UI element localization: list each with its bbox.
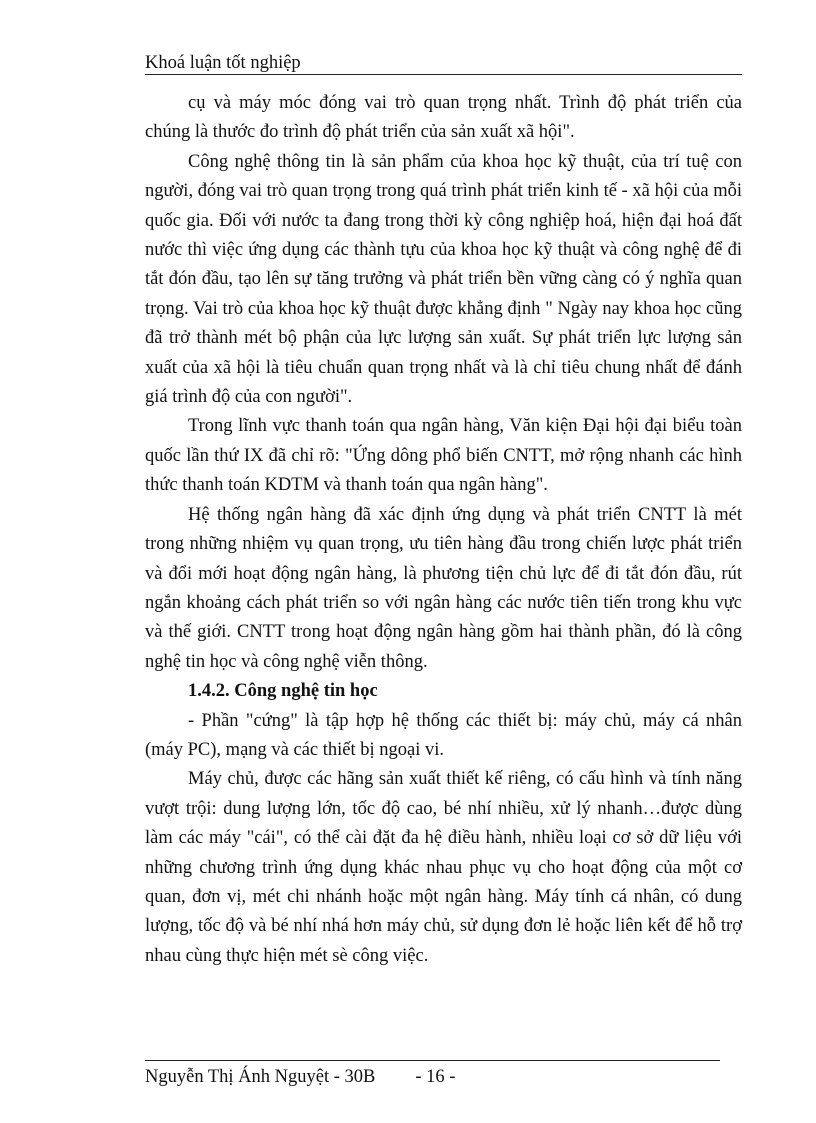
footer-divider (145, 1060, 720, 1061)
paragraph-6: Máy chủ, được các hãng sản xuất thiết kế riêng, có cấu hình và tính năng vượt trội: dung lượng lớn, tốc độ cao, bé nhí nhiều, xử lý nhanh…được dùng làm các máy "cái", có thể cài đặt đa hệ điều hành, nhiều loại cơ sở dữ liệu với những chương trình ứng dụng khác nhau phục vụ cho hoạt động của một cơ quan, đơn vị, mét chi nhánh hoặc một ngân hàng. Máy tính cá nhân, có dung lượng, tốc độ và bé nhí nhá hơn máy chủ, sử dụng đơn lẻ hoặc liên kết để hỗ trợ nhau cùng thực hiện mét sè công việc. (145, 769, 742, 966)
document-body (145, 89, 742, 971)
paragraph-1: cụ và máy móc đóng vai trò quan trọng nhất. Trình độ phát triển của chúng là thước đo trình độ phát triển của sản xuất xã hội". (145, 93, 742, 143)
paragraph-5: - Phần "cứng" là tập hợp hệ thống các thiết bị: máy chủ, máy cá nhân (máy PC), mạng và các thiết bị ngoại vi. (145, 710, 742, 760)
footer-author: Nguyễn Thị Ánh Nguyệt - 30B (145, 1067, 376, 1087)
paragraph-2: Công nghệ thông tin là sản phẩm của khoa học kỹ thuật, của trí tuệ con người, đóng vai trò quan trọng trong quá trình phát triển kinh tế - xã hội của mỗi quốc gia. Đối với nước ta đang trong thời kỳ công nghiệp hoá, hiện đại hoá đất nước thì việc ứng dụng các thành tựu của khoa học kỹ thuật và công nghệ để đi tắt đón đầu, tạo lên sự tăng trưởng và phát triển bền vững càng có ý nghĩa quan trọng. Vai trò của khoa học kỹ thuật được khẳng định " Ngày nay khoa học cũng đã trở thành mét bộ phận của lực lượng sản xuất. Sự phát triển lực lượng sản xuất của xã hội là tiêu chuẩn quan trọng nhất và là chỉ tiêu chung nhất để đánh giá trình độ của con người". (145, 151, 742, 408)
page-footer (145, 1066, 455, 1088)
page-header (145, 52, 742, 75)
paragraph-3: Trong lĩnh vực thanh toán qua ngân hàng, Văn kiện Đại hội đại biểu toàn quốc lần thứ IX đã chỉ rõ: "Ứng dông phổ biến CNTT, mở rộng nhanh các hình thức thanh toán KDTM và thanh toán qua ngân hàng". (145, 416, 742, 496)
header-title: Khoá luận tốt nghiệp (145, 53, 301, 73)
page-number: - 16 - (415, 1067, 456, 1087)
section-heading: 1.4.2. Công nghệ tin học (188, 681, 378, 702)
paragraph-4: Hệ thống ngân hàng đã xác định ứng dụng và phát triển CNTT là mét trong những nhiệm vụ quan trọng, ưu tiên hàng đầu trong chiến lược phát triển và đổi mới hoạt động ngân hàng, là phương tiện chủ lực để đi tắt đón đầu, rút ngắn khoảng cách phát triển so với ngân hàng các nước tiên tiến trong khu vực và thế giới. CNTT trong hoạt động ngân hàng gồm hai thành phần, đó là công nghệ tin học và công nghệ viễn thông. (145, 504, 742, 672)
